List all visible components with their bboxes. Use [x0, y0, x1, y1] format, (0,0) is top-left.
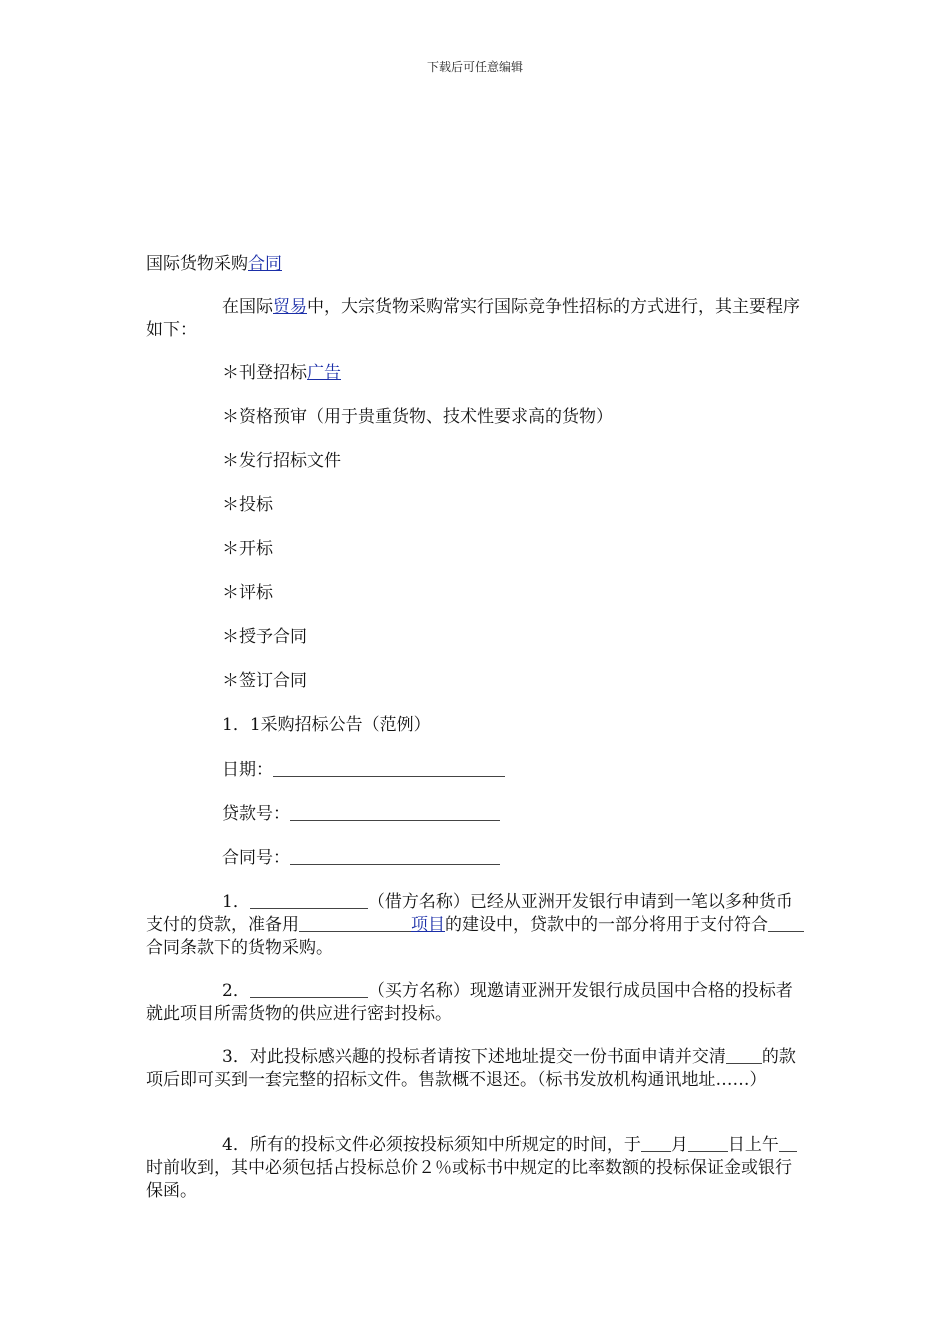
field-loan: [222, 803, 500, 826]
p4-c: 日上午: [727, 1135, 779, 1155]
paragraph-3: [146, 1046, 806, 1092]
p1-a: （借方名称）已经从亚洲开发银行申请到一笔以多种货币支付的贷款，准备用: [146, 892, 793, 935]
step-2: ＊资格预审（用于贵重货物、技术性要求高的货物）: [222, 407, 613, 427]
p3-b: 的款项后即可买到一套完整的招标文件。售款概不退还。（标书发放机构通讯地址……）: [146, 1047, 796, 1090]
terms-blank: [768, 915, 804, 932]
field-date-label: 日期：: [222, 760, 273, 780]
hour-blank: [779, 1135, 797, 1152]
field-loan-label: 贷款号：: [222, 804, 290, 824]
intro-link-trade[interactable]: 贸易: [273, 297, 307, 317]
date-blank: [273, 760, 505, 777]
borrower-blank: [250, 892, 368, 909]
p1-b: 的建设中，贷款中的一部分将用于支付符合: [445, 915, 768, 935]
loan-blank: [290, 804, 500, 821]
step-1: [222, 362, 341, 385]
intro-paragraph: [146, 296, 806, 342]
month-blank: [641, 1135, 671, 1152]
p2-a: （买方名称）现邀请亚洲开发银行成员国中合格的投标者就此项目所需货物的供应进行密封投标。: [146, 981, 793, 1024]
intro-before: 在国际: [222, 297, 273, 317]
paragraph-2: [146, 980, 806, 1026]
step-3: ＊发行招标文件: [222, 451, 341, 471]
field-contract-label: 合同号：: [222, 848, 290, 868]
title-link-contract[interactable]: 合同: [248, 254, 282, 274]
project-blank: [299, 915, 411, 932]
p1-num: 1．: [222, 892, 250, 912]
step-7: ＊授予合同: [222, 627, 307, 647]
p2-num: 2．: [222, 981, 250, 1001]
field-date: [222, 759, 505, 782]
p1-link-project[interactable]: 项目: [411, 915, 445, 935]
p1-c: 合同条款下的货物采购。: [146, 938, 333, 958]
title-text: 国际货物采购: [146, 254, 248, 274]
intro-after: 中，大宗货物采购常实行国际竞争性招标的方式进行，其主要程序如下：: [146, 297, 800, 340]
day-blank: [688, 1135, 728, 1152]
paragraph-4: [146, 1134, 806, 1203]
step-5: ＊开标: [222, 539, 273, 559]
p3-text: 3．对此投标感兴趣的投标者请按下述地址提交一份书面申请并交清: [222, 1047, 726, 1067]
field-contract: [222, 847, 500, 870]
p4-d: 时前收到，其中必须包括占投标总价２％或标书中规定的比率数额的投标保证金或银行保函。: [146, 1158, 792, 1201]
buyer-blank: [250, 981, 368, 998]
page-header: 下载后可任意编辑: [426, 60, 523, 74]
p4-a: 4．所有的投标文件必须按投标须知中所规定的时间，于: [222, 1135, 641, 1155]
step-8: ＊签订合同: [222, 671, 307, 691]
p4-b: 月: [670, 1135, 688, 1155]
step-6: ＊评标: [222, 583, 273, 603]
step-text: ＊刊登招标: [222, 363, 307, 383]
step-4: ＊投标: [222, 495, 273, 515]
contract-blank: [290, 848, 500, 865]
document-title: [146, 249, 282, 274]
step-link-ad[interactable]: 广告: [307, 363, 341, 383]
section-heading: 1．1采购招标公告（范例）: [222, 715, 431, 735]
fee-blank: [726, 1047, 762, 1064]
paragraph-1: [146, 891, 806, 960]
